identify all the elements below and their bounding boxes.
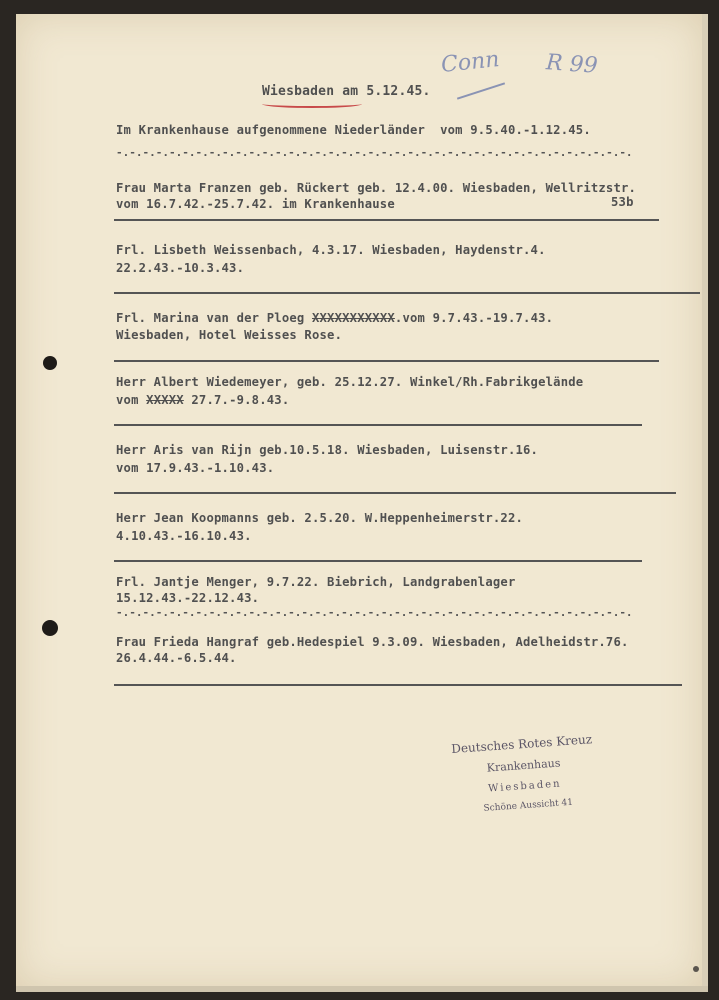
handwritten-annotation: Conn: [439, 47, 501, 78]
paper-edge: [16, 986, 708, 992]
entry-divider: [114, 219, 659, 221]
stamp-line-1: Deutsches Rotes Kreuz: [450, 732, 593, 757]
entry-4-line2: vom XXXXX 27.7.-9.8.43.: [116, 393, 290, 407]
entry-1-extra: 53b: [611, 195, 634, 209]
entry-5-line1: Herr Aris van Rijn geb.10.5.18. Wiesbaden, Luisenstr.16.: [116, 443, 539, 457]
handwritten-reference: R 99: [545, 50, 599, 79]
entry-6-line2: 4.10.43.-16.10.43.: [116, 529, 252, 543]
entry-divider: [114, 684, 682, 686]
entry-divider: [114, 560, 642, 562]
entry-3-line2: Wiesbaden, Hotel Weisses Rose.: [116, 328, 343, 342]
date-line: Wiesbaden am 5.12.45.: [262, 84, 431, 99]
stamp-line-3: Wiesbaden: [487, 778, 562, 795]
entry-2-line1: Frl. Lisbeth Weissenbach, 4.3.17. Wiesbaden, Haydenstr.4.: [116, 243, 546, 257]
pencil-stroke: [457, 82, 505, 99]
entry-6-line1: Herr Jean Koopmanns geb. 2.5.20. W.Heppenheimerstr.22.: [116, 511, 524, 525]
entry-1-line2: vom 16.7.42.-25.7.42. im Krankenhause: [116, 197, 395, 211]
entry-5-line2: vom 17.9.43.-1.10.43.: [116, 461, 275, 475]
entry-7-line2: 15.12.43.-22.12.43.: [116, 591, 260, 605]
struck-text: XXXXXXXXXXX: [311, 311, 395, 325]
entry-8-line1: Frau Frieda Hangraf geb.Hedespiel 9.3.09. Wiesbaden, Adelheidstr.76.: [116, 635, 629, 649]
entry-divider: [114, 492, 676, 494]
entry-2-line2: 22.2.43.-10.3.43.: [116, 261, 245, 275]
punch-hole: [42, 620, 58, 636]
entry-4-line1: Herr Albert Wiedemeyer, geb. 25.12.27. Winkel/Rh.Fabrikgelände: [116, 375, 584, 389]
document-page: [16, 14, 702, 988]
stamp-line-4: Schöne Aussicht 41: [483, 797, 574, 814]
red-underline: [262, 100, 362, 108]
dotted-separator: -.-.-.-.-.-.-.-.-.-.-.-.-.-.-.-.-.-.-.-.-.-.-.-.-.-.-.-.-.-.-.-.-.-.-.-.-.-.-.: [116, 146, 633, 159]
paper-edge: [702, 14, 708, 988]
entry-divider: [114, 424, 642, 426]
punch-hole: [43, 356, 57, 370]
struck-text: XXXXX: [146, 393, 184, 407]
punch-hole: [693, 966, 699, 972]
entry-divider: [114, 360, 659, 362]
entry-3-line1: Frl. Marina van der Ploeg XXXXXXXXXXX.vom 9.7.43.-19.7.43.: [116, 311, 554, 325]
list-title: Im Krankenhause aufgenommene Niederländer vom 9.5.40.-1.12.45.: [116, 123, 591, 137]
entry-1-line1: Frau Marta Franzen geb. Rückert geb. 12.4.00. Wiesbaden, Wellritzstr.: [116, 181, 637, 195]
entry-7-line1: Frl. Jantje Menger, 9.7.22. Biebrich, Landgrabenlager: [116, 575, 516, 589]
entry-divider: [114, 292, 700, 294]
dotted-separator: -.-.-.-.-.-.-.-.-.-.-.-.-.-.-.-.-.-.-.-.-.-.-.-.-.-.-.-.-.-.-.-.-.-.-.-.-.-.-.: [116, 606, 633, 619]
entry-8-line2: 26.4.44.-6.5.44.: [116, 651, 237, 665]
stamp-line-2: Krankenhaus: [486, 756, 561, 775]
institution-stamp: [451, 730, 627, 838]
